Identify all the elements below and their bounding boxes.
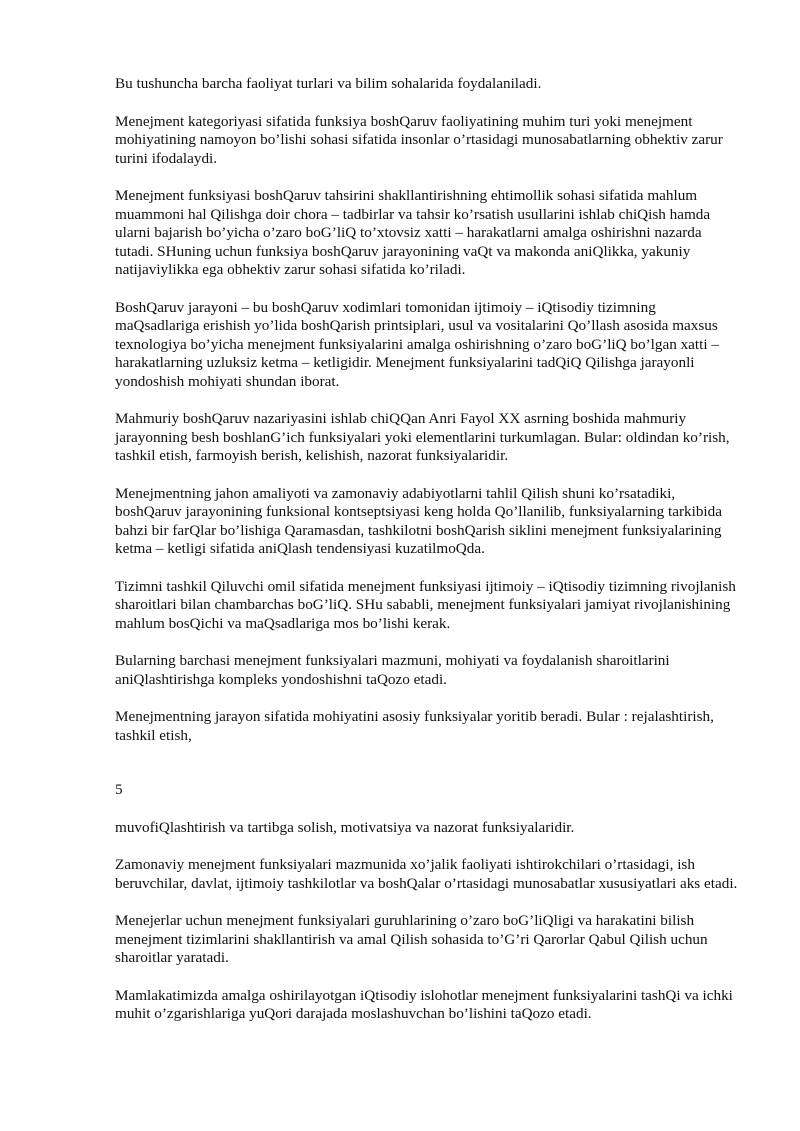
paragraph: Tizimni tashkil Qiluvchi omil sifatida menejment funksiyasi ijtimoiy – iQtisodiy tizimning rivojlanish sharoitlari bilan chambarchas boG’liQ. SHu sababli, menejment funksiyalari jamiyat rivojlanishining mahlum bosQichi va maQsadlariga mos bo’lishi kerak. xyxy=(115,577,736,632)
page-number: 5 xyxy=(115,781,123,798)
paragraph: Menejment funksiyasi boshQaruv tahsirini shakllantirishning ehtimollik sohasi sifatida mahlum muammoni hal Qilishga doir chora – tadbirlar va tahsir ko’rsatish usullarini ishlab chiQish hamda ularni bajarish bo’yicha o’zaro boG’liQ to’xtovsiz xatti – harakatlarni amalga oshirishni nazarda tutadi. SHuning uchun funksiya boshQaruv jarayonining vaQt va makonda aniQlikka, yakuniy natijaviylikka ega obhektiv zarur sohasi sifatida ko’riladi. xyxy=(115,187,711,278)
paragraph: Menejmentning jarayon sifatida mohiyatini asosiy funksiyalar yoritib beradi. Bular : rejalashtirish, tashkil etish, xyxy=(115,708,714,744)
paragraph: Mahmuriy boshQaruv nazariyasini ishlab chiQQan Anri Fayol XX asrning boshida mahmuriy jarayonning besh boshlanG’ich funksiyalari yoki elementlarini turkumlagan. Bular: oldindan ko’rish, tashkil etish, farmoyish berish, kelishish, nazorat funksiyalaridir. xyxy=(115,410,730,464)
paragraph: Mamlakatimizda amalga oshirilayotgan iQtisodiy islohotlar menejment funksiyalarini tashQi va ichki muhit o’zgarishlariga yuQori darajada moslashuvchan bo’lishini taQozo etadi. xyxy=(115,986,733,1022)
paragraph: Menejment kategoriyasi sifatida funksiya boshQaruv faoliyatining muhim turi yoki menejment mohiyatining namoyon bo’lishi sohasi sifatida insonlar o’rtasidagi munosabatlarning obhektiv zarur turini ifodalaydi. xyxy=(115,112,723,167)
paragraph: Menejerlar uchun menejment funksiyalari guruhlarining o’zaro boG’liQligi va harakatini bilish menejment tizimlarini shakllantirish va amal Qilish sohasida to’G’ri Qarorlar Qabul Qilish uchun sharoitlar yaratadi. xyxy=(115,912,708,966)
paragraph: Menejmentning jahon amaliyoti va zamonaviy adabiyotlarni tahlil Qilish shuni ko’rsatadiki, boshQaruv jarayonining funksional kontseptsiyasi keng holda Qo’llanilib, funksiyalarning tarkibida bahzi bir farQlar bo’lishiga Qaramasdan, tashkilotni boshQarish siklini menejment funksiyalarining ketma – ketligi sifatida aniQlash tendensiyasi kuzatilmoQda. xyxy=(115,484,722,557)
paragraph: Zamonaviy menejment funksiyalari mazmunida xo’jalik faoliyati ishtirokchilari o’rtasidagi, ish beruvchilar, davlat, ijtimoiy tashkilotlar va boshQalar o’rtasidagi munosabatlar xususiyatlari aks etadi. xyxy=(115,856,738,892)
paragraph: muvofiQlashtirish va tartibga solish, motivatsiya va nazorat funksiyalaridir. xyxy=(115,818,575,836)
paragraph: Bu tushuncha barcha faoliyat turlari va bilim sohalarida foydalaniladi. xyxy=(115,75,542,92)
paragraph: Bularning barchasi menejment funksiyalari mazmuni, mohiyati va foydalanish sharoitlarini aniQlashtirishga kompleks yondoshishni taQozo etadi. xyxy=(115,652,670,688)
blank-space xyxy=(115,764,740,781)
paragraph: BoshQaruv jarayoni – bu boshQaruv xodimlari tomonidan ijtimoiy – iQtisodiy tizimning maQsadlariga erishish yo’lida boshQarish printsiplari, usul va vositalarini Qo’llash asosida maxsus texnologiya bo’yicha menejment funksiyalarini amalga oshirishning o’zaro boG’liQ bo’lgan xatti – harakatlarning uzluksiz ketma – ketligidir. Menejment funksiyalarini tadQiQ Qilishga jarayonli yondoshish mohiyati shundan iborat. xyxy=(115,298,719,390)
document-page xyxy=(115,75,740,1043)
